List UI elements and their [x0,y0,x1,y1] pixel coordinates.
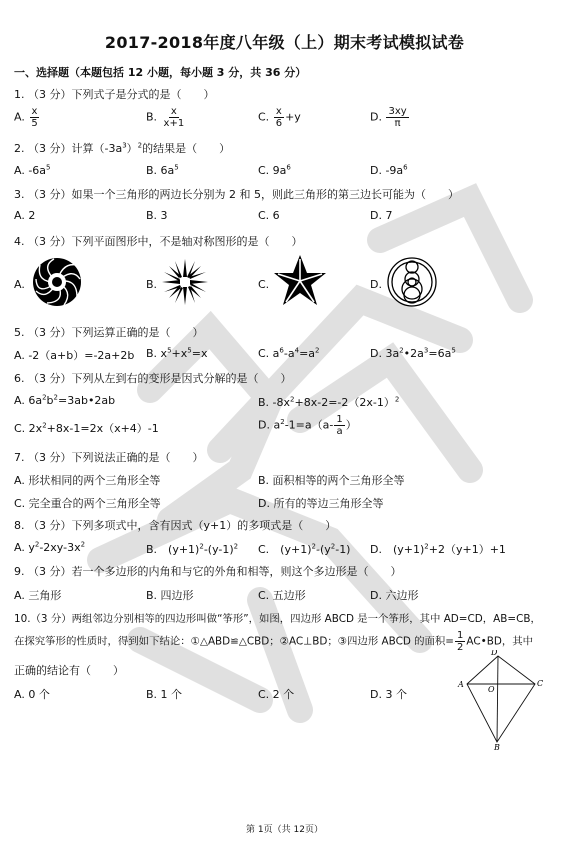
q10-option-c: C. 2 个 [258,688,295,701]
question-4-stem: 4. （3 分）下列平面图形中，不是轴对称图形的是（ ） [14,235,303,248]
q3-option-a: A. 2 [14,209,36,222]
q6-option-c: C. $2x^2+8x-1=2x(x+4)-1$ [14,421,159,435]
q8-option-a: A. $y^2-2xy-3x^2$ [14,540,86,554]
q3-option-c: C. 6 [258,209,280,222]
q10-option-b: B. 1 个 [146,688,183,701]
q5-option-b: B. $x^5+x^5=x$ [146,346,208,360]
question-6-stem: 6. （3 分）下列从左到右的变形是因式分解的是（ ） [14,372,292,385]
q5-option-d: D. $3a^2•2a^3=6a^5$ [370,346,456,360]
q7-option-c: C. 完全重合的两个三角形全等 [14,497,161,510]
q9-option-d: D. 六边形 [370,589,419,602]
q9-option-c: C. 五边形 [258,589,306,602]
q4-option-c: C. [258,278,270,291]
q4-option-a: A. [14,278,25,291]
q2-option-a: A. $-6a^5$ [14,163,51,177]
q7-option-d: D. 所有的等边三角形全等 [258,497,384,510]
kite-label-d: D [491,650,498,657]
q8-option-c: C. $(y+1)^2-(y^2-1)$ [258,542,351,556]
kite-label-c: C [537,679,544,688]
q6-option-a: A. $6a^2b^2=3ab•2ab$ [14,393,116,407]
q7-option-b: B. 面积相等的两个三角形全等 [258,474,405,487]
kite-label-b: B [494,743,500,750]
starburst-figure [160,257,210,307]
question-8-stem: 8. （3 分）下列多项式中，含有因式（y+1）的多项式是（ ） [14,519,337,532]
q3-option-d: D. 7 [370,209,393,222]
page-footer: 第 1页（共 12页） [246,825,323,835]
q1-option-a: A. $\frac{x}{5}$ [14,106,38,129]
kite-label-o: O [488,685,495,694]
question-1-stem: 1. （3 分）下列式子是分式的是（ ） [14,88,215,101]
q2-option-c: C. $9a^6$ [258,163,291,177]
q6-option-b: B. $-8x^2+8x-2=-2(2x-1)^2$ [258,395,400,409]
pinwheel-disc-figure [32,257,82,307]
question-7-stem: 7. （3 分）下列说法正确的是（ ） [14,451,204,464]
question-2-stem: 2. （3 分）计算$(-3a^3)^2$的结果是（ ） [14,141,231,155]
q9-option-b: B. 四边形 [146,589,194,602]
q10-option-a: A. 0 个 [14,688,50,701]
q3-option-b: B. 3 [146,209,168,222]
q5-option-c: C. $a^6-a^4=a^2$ [258,346,320,360]
star-figure [272,253,328,309]
q1-option-c: C. $\frac{x}{6}$ +y [258,106,301,129]
q2-option-d: D. $-9a^6$ [370,163,408,177]
q1-option-d: D. $\frac{3xy}{\pi}$ [370,106,407,129]
q4-option-b: B. [146,278,158,291]
kite-figure [450,650,550,750]
question-5-stem: 5. （3 分）下列运算正确的是（ ） [14,326,204,339]
kite-label-a: A [458,680,464,689]
q10-option-d: D. 3 个 [370,688,407,701]
q8-option-d: D. $(y+1)^2+2(y+1)+1$ [370,542,506,556]
q7-option-a: A. 形状相同的两个三角形全等 [14,474,161,487]
nested-circles-figure [386,256,438,308]
question-10-line1: 10.（3 分）两组邻边分别相等的四边形叫做“筝形”，如图，四边形 ABCD 是一个筝形，其中 AD=CD，AB=CB， [14,613,541,625]
question-3-stem: 3. （3 分）如果一个三角形的两边长分别为 2 和 5，则此三角形的第三边长可能为（ ） [14,188,459,201]
q1-option-b: B. $\frac{x}{x+1}$ [146,106,185,129]
question-9-stem: 9. （3 分）若一个多边形的内角和与它的外角和相等，则这个多边形是（ ） [14,565,402,578]
question-10-line3: 正确的结论有（ ） [14,664,124,677]
q4-option-d: D. [370,278,382,291]
page-title: 2017-2018年度八年级（上）期末考试模拟试卷 [104,33,465,52]
section-heading: 一、选择题（本题包括 12 小题，每小题 3 分，共 36 分） [14,66,307,79]
question-10-line2: 在探究筝形的性质时，得到如下结论：①△ABD≌△CBD；②AC⊥BD；③四边形 ABCD 的面积= $\frac{1}{2}$ AC•BD，其中 [14,630,534,653]
q2-option-b: B. $6a^5$ [146,163,179,177]
q5-option-a: A. -2（a+b）=-2a+2b [14,349,135,362]
q8-option-b: B. $(y+1)^2-(y-1)^2$ [146,542,239,556]
q6-option-d: D. $a^2-1=a(a-$ $\frac{1}{a}$ ） [258,414,357,437]
q9-option-a: A. 三角形 [14,589,62,602]
